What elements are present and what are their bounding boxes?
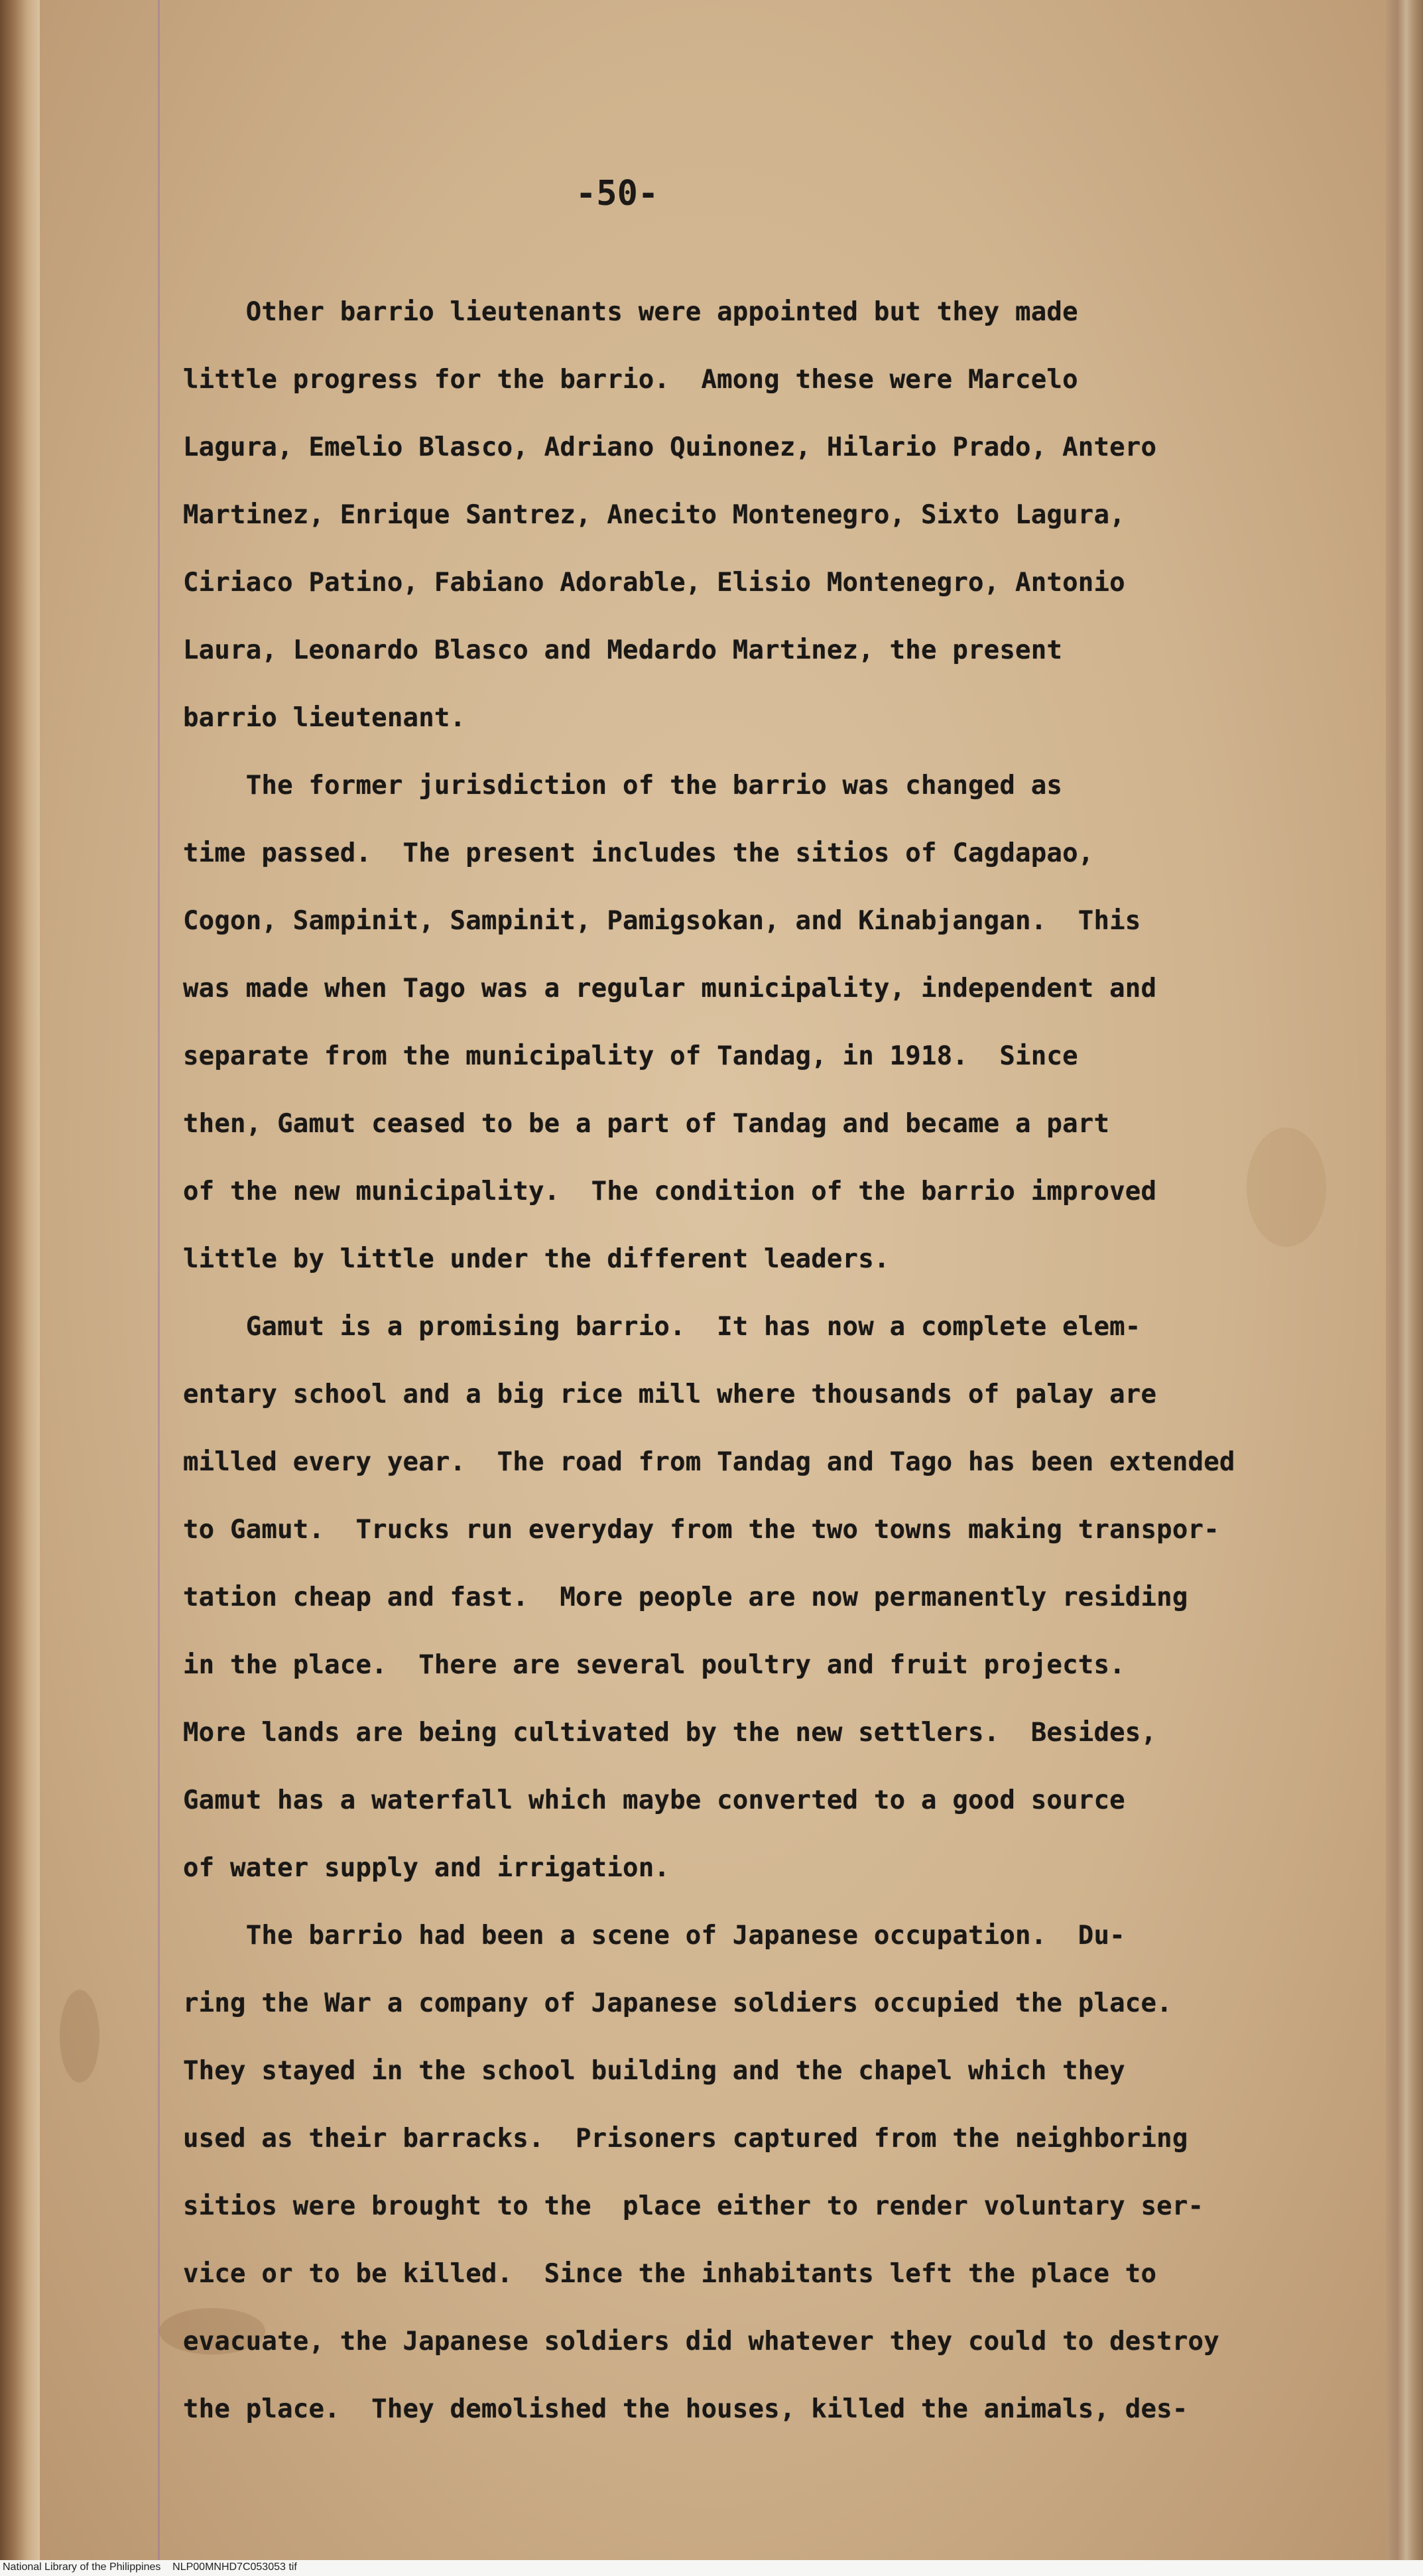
- page-edge: [1386, 0, 1423, 2576]
- text-line: More lands are being cultivated by the new settlers. Besides,: [183, 1718, 1157, 1748]
- text-line: used as their barracks. Prisoners captured from the neighboring: [183, 2124, 1188, 2154]
- text-line: of water supply and irrigation.: [183, 1853, 670, 1883]
- text-line: separate from the municipality of Tandag, in 1918. Since: [183, 1041, 1078, 1071]
- text-line: Lagura, Emelio Blasco, Adriano Quinonez, Hilario Prado, Antero: [183, 432, 1157, 462]
- text-line: milled every year. The road from Tandag and Tago has been extended: [183, 1447, 1235, 1477]
- text-line: Gamut is a promising barrio. It has now a complete elem-: [183, 1312, 1141, 1342]
- text-line: They stayed in the school building and the chapel which they: [183, 2056, 1125, 2086]
- text-line: Gamut has a waterfall which maybe converted to a good source: [183, 1785, 1125, 1815]
- text-line: sitios were brought to the place either to render voluntary ser-: [183, 2191, 1204, 2221]
- text-line: to Gamut. Trucks run everyday from the two towns making transpor-: [183, 1515, 1219, 1545]
- text-line: entary school and a big rice mill where thousands of palay are: [183, 1380, 1157, 1409]
- book-spine: [0, 0, 40, 2576]
- text-line: was made when Tago was a regular municipality, independent and: [183, 974, 1157, 1003]
- text-line: The barrio had been a scene of Japanese occupation. Du-: [183, 1921, 1125, 1951]
- paper-stain: [60, 1990, 99, 2083]
- text-line: Ciriaco Patino, Fabiano Adorable, Elisio Montenegro, Antonio: [183, 568, 1125, 598]
- text-line: barrio lieutenant.: [183, 703, 466, 733]
- text-line: The former jurisdiction of the barrio was changed as: [183, 771, 1063, 801]
- text-line: Other barrio lieutenants were appointed but they made: [183, 297, 1078, 327]
- text-line: of the new municipality. The condition of the barrio improved: [183, 1177, 1157, 1206]
- text-line: tation cheap and fast. More people are now permanently residing: [183, 1582, 1188, 1612]
- text-line: evacuate, the Japanese soldiers did whatever they could to destroy: [183, 2327, 1219, 2356]
- text-line: in the place. There are several poultry and fruit projects.: [183, 1650, 1125, 1680]
- text-line: little progress for the barrio. Among these were Marcelo: [183, 365, 1078, 395]
- text-line: Cogon, Sampinit, Sampinit, Pamigsokan, and Kinabjangan. This: [183, 906, 1141, 936]
- text-line: ring the War a company of Japanese soldiers occupied the place.: [183, 1988, 1172, 2018]
- text-line: vice or to be killed. Since the inhabitants left the place to: [183, 2259, 1157, 2289]
- text-line: little by little under the different leaders.: [183, 1244, 890, 1274]
- text-line: then, Gamut ceased to be a part of Tandag and became a part: [183, 1109, 1110, 1139]
- text-line: Laura, Leonardo Blasco and Medardo Martinez, the present: [183, 635, 1063, 665]
- text-line: the place. They demolished the houses, killed the animals, des-: [183, 2394, 1188, 2424]
- document-body: [183, 279, 1310, 2443]
- text-line: Martinez, Enrique Santrez, Anecito Montenegro, Sixto Lagura,: [183, 500, 1125, 530]
- margin-rule: [158, 0, 160, 2560]
- text-line: time passed. The present includes the sitios of Cagdapao,: [183, 838, 1094, 868]
- page-number: -50-: [576, 174, 659, 214]
- scan-source-label: National Library of the Philippines NLP00MNHD7C053053 tif: [3, 2561, 297, 2573]
